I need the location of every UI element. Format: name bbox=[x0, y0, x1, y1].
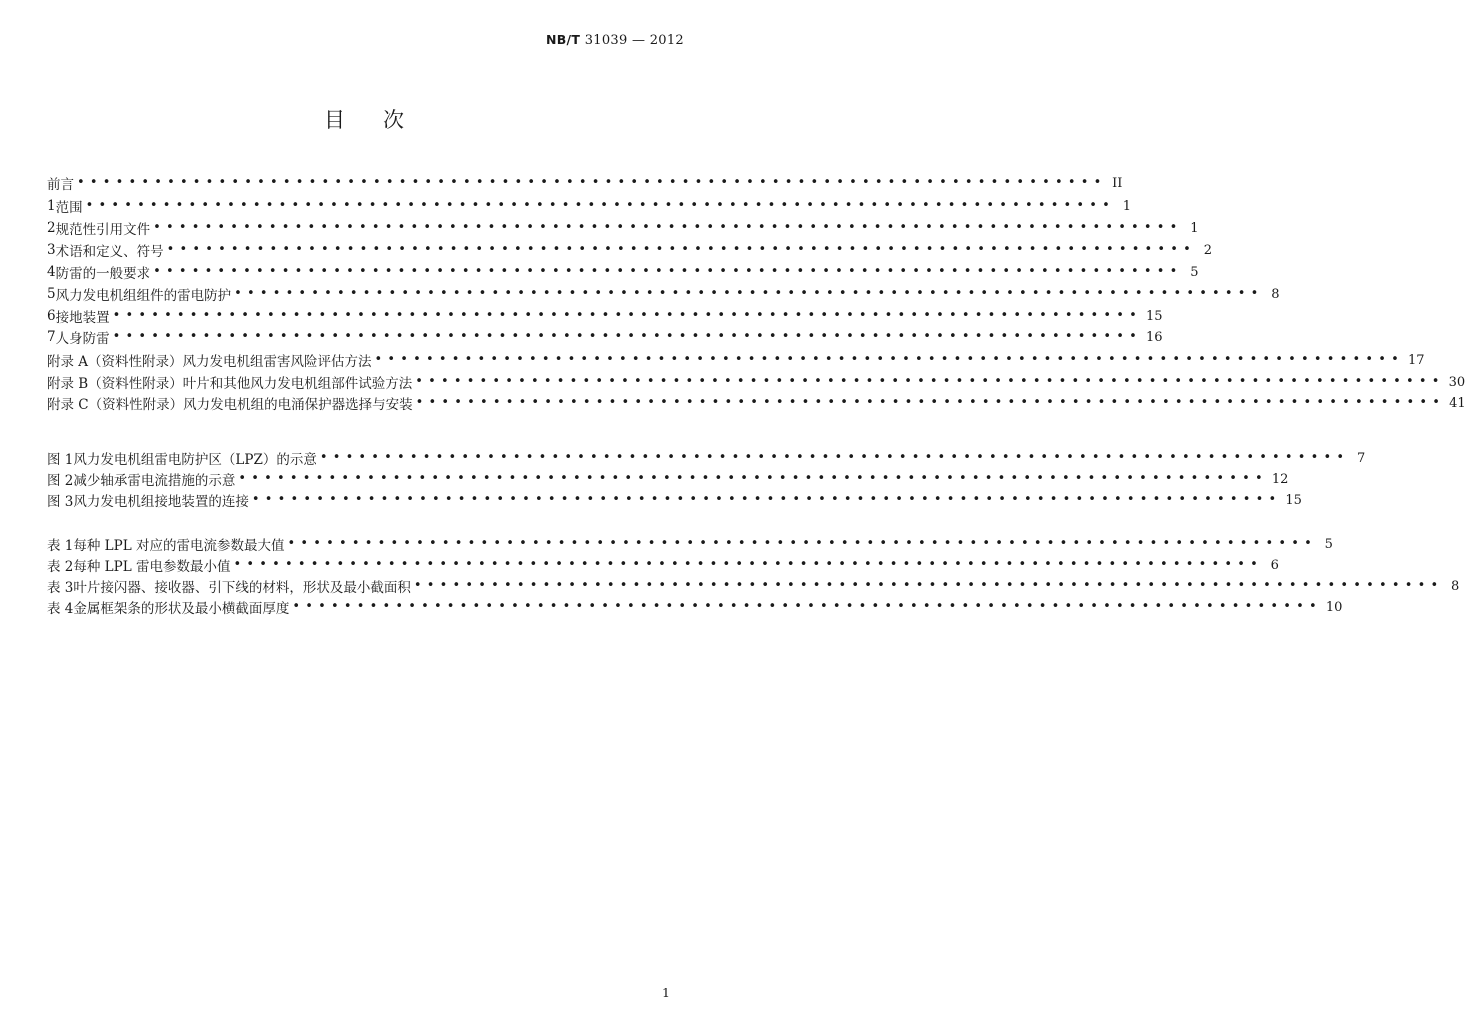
table-number: 表 1 bbox=[47, 538, 74, 554]
appendix-label: 附录 B（资料性附录） bbox=[47, 376, 183, 392]
figure-title: 风力发电机组雷电防护区（LPZ）的示意 bbox=[73, 452, 317, 468]
appendix-title: 叶片和其他风力发电机组部件试验方法 bbox=[182, 376, 413, 392]
toc-item-page: 2 bbox=[1203, 242, 1213, 258]
appendix-title: 风力发电机组雷害风险评估方法 bbox=[182, 354, 372, 370]
appendix-page: 41 bbox=[1449, 395, 1466, 411]
toc-item-title: 接地装置 bbox=[55, 310, 110, 326]
leader-dots: •••••••••••••••••••••••••••••••••••••••••••••••••••••••••••••••••••••••••••••••• bbox=[413, 578, 1444, 593]
figure-item[interactable] bbox=[47, 469, 1289, 489]
toc-item-page: 1 bbox=[1190, 220, 1199, 236]
toc-item-number: 7 bbox=[47, 329, 56, 345]
leader-dots: •••••••••••••••••••••••••••••••••••••••••••••••••••••••••••••••••••••••••••••••• bbox=[112, 329, 1143, 344]
leader-dots: •••••••••••••••••••••••••••••••••••••••••••••••••••••••••••••••••••••••••••••••• bbox=[287, 536, 1317, 551]
appendix-title: 风力发电机组的电涌保护器选择与安装 bbox=[183, 397, 413, 413]
table-title: 叶片接闪器、接收器、引下线的材料，形状及最小截面积 bbox=[73, 580, 411, 596]
appendix-page: 30 bbox=[1448, 374, 1466, 390]
figure-title: 风力发电机组接地装置的连接 bbox=[73, 494, 249, 510]
table-item[interactable] bbox=[47, 576, 1460, 596]
toc-item-number: 1 bbox=[47, 198, 56, 214]
toc-item-page: 15 bbox=[1146, 308, 1163, 324]
figure-number: 图 1 bbox=[47, 452, 74, 468]
table-title: 金属框架条的形状及最小横截面厚度 bbox=[73, 601, 290, 617]
leader-dots: •••••••••••••••••••••••••••••••••••••••••••••••••••••••••••••••••••••••••••••••• bbox=[233, 557, 1263, 572]
page-number: 1 bbox=[662, 985, 670, 1000]
table-number: 表 3 bbox=[47, 580, 74, 596]
toc-item-page: 5 bbox=[1190, 264, 1199, 280]
figure-item[interactable] bbox=[47, 490, 1302, 510]
leader-dots: •••••••••••••••••••••••••••••••••••••••••••••••••••••••••••••••••••••••••••••••• bbox=[85, 198, 1116, 213]
standard-prefix: NB/T bbox=[545, 32, 581, 47]
toc-item[interactable] bbox=[47, 306, 1163, 326]
toc-item[interactable] bbox=[47, 240, 1213, 260]
leader-dots: •••••••••••••••••••••••••••••••••••••••••••••••••••••••••••••••••••••••••••••••• bbox=[319, 450, 1350, 465]
toc-item[interactable] bbox=[47, 284, 1280, 304]
leader-dots: •••••••••••••••••••••••••••••••••••••••••••••••••••••••••••••••••••••••••••••••• bbox=[77, 175, 1107, 190]
toc-item[interactable] bbox=[47, 327, 1163, 347]
appendix-item[interactable] bbox=[47, 393, 1466, 413]
leader-dots: •••••••••••••••••••••••••••••••••••••••••••••••••••••••••••••••••••••••••••••••• bbox=[112, 308, 1143, 323]
leader-dots: •••••••••••••••••••••••••••••••••••••••••••••••••••••••••••••••••••••••••••••••• bbox=[153, 220, 1183, 235]
toc-item-title: 人身防雷 bbox=[55, 331, 110, 347]
toc-item-number: 5 bbox=[47, 286, 56, 302]
toc-item-number: 4 bbox=[47, 264, 56, 280]
table-number: 表 2 bbox=[47, 559, 74, 575]
leader-dots: •••••••••••••••••••••••••••••••••••••••••••••••••••••••••••••••••••••••••••••••• bbox=[166, 242, 1197, 257]
toc-item[interactable] bbox=[47, 218, 1199, 238]
appendix-label: 附录 A（资料性附录） bbox=[47, 354, 183, 370]
toc-item[interactable] bbox=[47, 196, 1132, 216]
table-page: 10 bbox=[1325, 599, 1343, 615]
standard-number: 31039 — 2012 bbox=[584, 33, 684, 48]
toc-item-title: 前言 bbox=[47, 177, 74, 193]
table-title: 每种 LPL 雷电参数最小值 bbox=[73, 559, 231, 575]
leader-dots: •••••••••••••••••••••••••••••••••••••••••••••••••••••••••••••••••••••••••••••••• bbox=[234, 286, 1264, 301]
table-item[interactable] bbox=[47, 534, 1333, 554]
table-page: 8 bbox=[1451, 578, 1460, 594]
figure-page: 7 bbox=[1356, 450, 1366, 466]
table-page: 5 bbox=[1324, 536, 1333, 552]
figure-page: 12 bbox=[1271, 471, 1289, 487]
page-title: 目次 bbox=[324, 108, 442, 132]
toc-item-page: II bbox=[1112, 175, 1123, 191]
leader-dots: •••••••••••••••••••••••••••••••••••••••••••••••••••••••••••••••••••••••••••••••• bbox=[292, 599, 1322, 614]
toc-item-page: 1 bbox=[1122, 198, 1132, 214]
figure-number: 图 2 bbox=[47, 473, 74, 489]
table-title: 每种 LPL 对应的雷电流参数最大值 bbox=[73, 538, 285, 554]
leader-dots: •••••••••••••••••••••••••••••••••••••••••••••••••••••••••••••••••••••••••••••••• bbox=[153, 264, 1183, 279]
appendix-label: 附录 C（资料性附录） bbox=[47, 397, 184, 413]
toc-item-title: 范围 bbox=[55, 200, 83, 216]
toc-item-page: 8 bbox=[1271, 286, 1280, 302]
table-number: 表 4 bbox=[47, 601, 74, 617]
toc-item[interactable] bbox=[47, 173, 1123, 193]
leader-dots: •••••••••••••••••••••••••••••••••••••••••••••••••••••••••••••••••••••••••••••••• bbox=[415, 395, 1446, 410]
toc-item-number: 2 bbox=[47, 220, 56, 236]
table-item[interactable] bbox=[47, 597, 1343, 617]
appendix-item[interactable] bbox=[47, 350, 1425, 370]
toc-item-number: 6 bbox=[47, 308, 56, 324]
toc-item-title: 术语和定义、符号 bbox=[55, 244, 164, 260]
leader-dots: •••••••••••••••••••••••••••••••••••••••••••••••••••••••••••••••••••••••••••••••• bbox=[238, 471, 1268, 486]
toc-item-title: 规范性引用文件 bbox=[55, 222, 151, 238]
leader-dots: •••••••••••••••••••••••••••••••••••••••••••••••••••••••••••••••••••••••••••••••• bbox=[374, 352, 1404, 367]
standard-code bbox=[546, 32, 684, 48]
figure-title: 减少轴承雷电流措施的示意 bbox=[73, 473, 236, 489]
table-page: 6 bbox=[1270, 557, 1279, 573]
table-item[interactable] bbox=[47, 555, 1279, 575]
appendix-page: 17 bbox=[1407, 352, 1425, 368]
toc-item-title: 防雷的一般要求 bbox=[55, 266, 151, 282]
toc-item-page: 16 bbox=[1146, 329, 1163, 345]
leader-dots: •••••••••••••••••••••••••••••••••••••••••••••••••••••••••••••••••••••••••••••••• bbox=[415, 374, 1445, 389]
appendix-item[interactable] bbox=[47, 372, 1466, 392]
figure-number: 图 3 bbox=[47, 494, 74, 510]
leader-dots: •••••••••••••••••••••••••••••••••••••••••••••••••••••••••••••••••••••••••••••••• bbox=[251, 492, 1282, 507]
figure-page: 15 bbox=[1285, 492, 1302, 508]
toc-item[interactable] bbox=[47, 262, 1199, 282]
toc-item-number: 3 bbox=[47, 242, 56, 258]
figure-item[interactable] bbox=[47, 448, 1366, 468]
toc-item-title: 风力发电机组组件的雷电防护 bbox=[55, 288, 232, 304]
